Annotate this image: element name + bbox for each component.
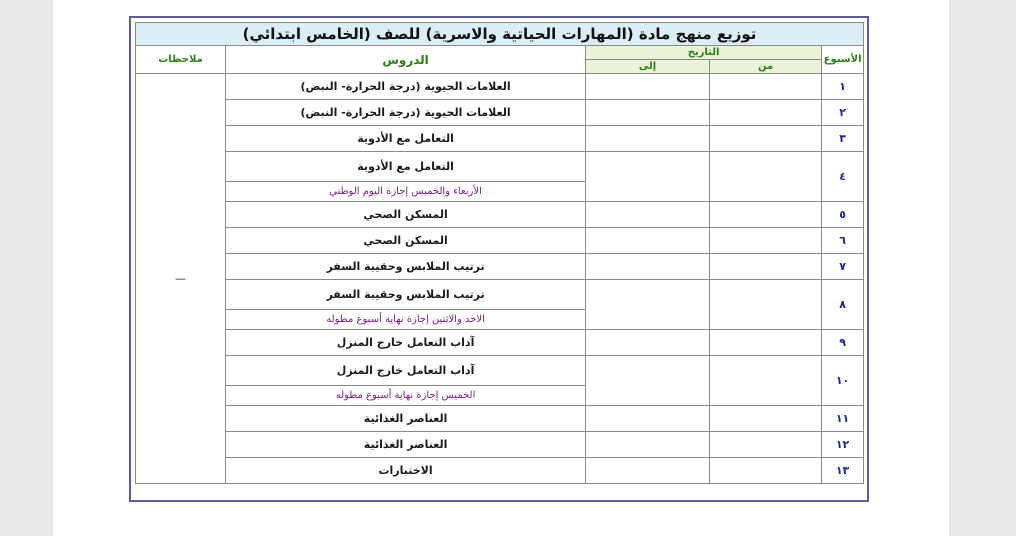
week-number: ٦: [822, 228, 864, 254]
date-from-cell[interactable]: [710, 228, 822, 254]
table-row: [136, 152, 864, 182]
date-from-cell[interactable]: [710, 254, 822, 280]
lesson-cell: آداب التعامل خارج المنزل: [226, 356, 586, 386]
date-from-cell[interactable]: [710, 432, 822, 458]
date-to-cell[interactable]: [586, 152, 710, 202]
table-row: [136, 280, 864, 310]
date-to-cell[interactable]: [586, 126, 710, 152]
week-number: ٤: [822, 152, 864, 202]
holiday-note: الأربعاء والخميس إجازة اليوم الوطني: [226, 182, 586, 202]
table-row: [136, 458, 864, 484]
table-row: [136, 254, 864, 280]
lesson-cell: المسكن الصحي: [226, 228, 586, 254]
date-to-cell[interactable]: [586, 202, 710, 228]
table-row: [136, 356, 864, 386]
week-number: ٧: [822, 254, 864, 280]
date-from-cell[interactable]: [710, 202, 822, 228]
date-from-cell[interactable]: [710, 100, 822, 126]
week-number: ١٠: [822, 356, 864, 406]
date-to-cell[interactable]: [586, 330, 710, 356]
lesson-cell: العلامات الحيوية (درجة الحرارة- النبض): [226, 100, 586, 126]
date-from-cell[interactable]: [710, 458, 822, 484]
date-from-cell[interactable]: [710, 152, 822, 202]
lesson-cell: ترتيب الملابس وحقيبة السفر: [226, 280, 586, 310]
table-row: [136, 432, 864, 458]
date-header: التاريخ: [586, 46, 822, 60]
lesson-cell: العلامات الحيوية (درجة الحرارة- النبض): [226, 74, 586, 100]
notes-cell: —: [136, 74, 226, 484]
table-row: [136, 202, 864, 228]
date-to-cell[interactable]: [586, 458, 710, 484]
to-header: إلى: [586, 60, 710, 74]
table-row: [136, 74, 864, 100]
curriculum-table: [135, 22, 864, 484]
week-number: ١: [822, 74, 864, 100]
date-to-cell[interactable]: [586, 432, 710, 458]
date-from-cell[interactable]: [710, 356, 822, 406]
lesson-cell: التعامل مع الأدوية: [226, 126, 586, 152]
date-to-cell[interactable]: [586, 254, 710, 280]
week-number: ١٣: [822, 458, 864, 484]
table-row: [136, 330, 864, 356]
from-header: من: [710, 60, 822, 74]
table-row: [136, 406, 864, 432]
curriculum-frame: [129, 16, 869, 502]
week-number: ٥: [822, 202, 864, 228]
date-to-cell[interactable]: [586, 74, 710, 100]
date-from-cell[interactable]: [710, 280, 822, 330]
table-title: توزيع منهج مادة (المهارات الحياتية والاسرية) للصف (الخامس ابتدائي): [136, 23, 864, 46]
week-number: ١٢: [822, 432, 864, 458]
week-header: الأسبوع: [822, 46, 864, 74]
table-row: [136, 126, 864, 152]
table-row: [136, 228, 864, 254]
date-to-cell[interactable]: [586, 280, 710, 330]
lesson-cell: التعامل مع الأدوية: [226, 152, 586, 182]
holiday-note: الاحد والاثنين إجازة نهاية أسبوع مطوله: [226, 310, 586, 330]
date-to-cell[interactable]: [586, 356, 710, 406]
lesson-cell: العناصر الغذائية: [226, 406, 586, 432]
lesson-cell: الاختبارات: [226, 458, 586, 484]
date-from-cell[interactable]: [710, 406, 822, 432]
week-number: ٩: [822, 330, 864, 356]
date-from-cell[interactable]: [710, 126, 822, 152]
holiday-note: الخميس إجازة نهاية أسبوع مطوله: [226, 386, 586, 406]
lesson-cell: آداب التعامل خارج المنزل: [226, 330, 586, 356]
date-from-cell[interactable]: [710, 330, 822, 356]
week-number: ٢: [822, 100, 864, 126]
week-number: ٨: [822, 280, 864, 330]
date-to-cell[interactable]: [586, 100, 710, 126]
lesson-cell: ترتيب الملابس وحقيبة السفر: [226, 254, 586, 280]
table-row: [136, 100, 864, 126]
date-from-cell[interactable]: [710, 74, 822, 100]
week-number: ٣: [822, 126, 864, 152]
lesson-cell: المسكن الصحي: [226, 202, 586, 228]
date-to-cell[interactable]: [586, 406, 710, 432]
lessons-header: الدروس: [226, 46, 586, 74]
date-to-cell[interactable]: [586, 228, 710, 254]
notes-header: ملاحظات: [136, 46, 226, 74]
week-number: ١١: [822, 406, 864, 432]
lesson-cell: العناصر الغذائية: [226, 432, 586, 458]
